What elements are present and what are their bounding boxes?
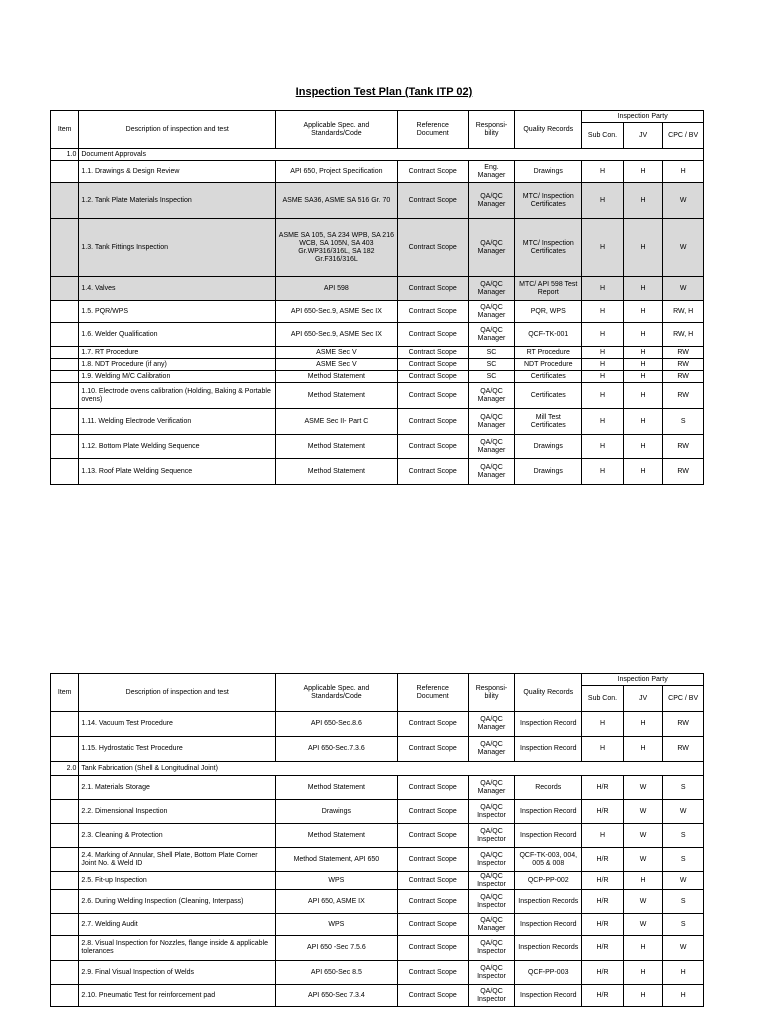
- description-cell: 1.9. Welding M/C Calibration: [79, 371, 276, 383]
- description-cell: 1.14. Vacuum Test Procedure: [79, 712, 276, 737]
- section-item-number: 2.0: [51, 762, 79, 776]
- header-item: Item: [51, 674, 79, 712]
- header-sub-con: Sub Con.: [582, 686, 624, 712]
- item-cell: [51, 219, 79, 277]
- reference-cell: Contract Scope: [397, 737, 468, 762]
- reference-cell: Contract Scope: [397, 776, 468, 800]
- cpc-cell: RW: [663, 359, 704, 371]
- cpc-cell: S: [663, 890, 704, 914]
- spec-cell: API 650, Project Specification: [276, 161, 398, 183]
- description-cell: 1.11. Welding Electrode Verification: [79, 409, 276, 435]
- item-cell: [51, 409, 79, 435]
- quality-records-cell: Inspection Record: [515, 737, 582, 762]
- jv-cell: H: [623, 383, 663, 409]
- section-title: Tank Fabrication (Shell & Longitudinal Joint): [79, 762, 704, 776]
- quality-records-cell: Inspection Record: [515, 985, 582, 1007]
- responsibility-cell: QA/QC Manager: [468, 776, 515, 800]
- header-description: Description of inspection and test: [79, 674, 276, 712]
- cpc-cell: H: [663, 161, 704, 183]
- cpc-cell: S: [663, 409, 704, 435]
- spec-cell: WPS: [276, 872, 398, 890]
- quality-records-cell: Inspection Records: [515, 936, 582, 961]
- responsibility-cell: QA/QC Manager: [468, 409, 515, 435]
- quality-records-cell: Inspection Records: [515, 890, 582, 914]
- cpc-cell: RW: [663, 435, 704, 459]
- reference-cell: Contract Scope: [397, 301, 468, 323]
- sub-con-cell: H: [582, 347, 624, 359]
- table-row: [51, 848, 704, 872]
- item-cell: [51, 323, 79, 347]
- table-row: [51, 219, 704, 277]
- sub-con-cell: H/R: [582, 848, 624, 872]
- responsibility-cell: QA/QC Manager: [468, 459, 515, 485]
- item-cell: [51, 961, 79, 985]
- responsibility-cell: SC: [468, 347, 515, 359]
- header-sub-con: Sub Con.: [582, 123, 624, 149]
- item-cell: [51, 776, 79, 800]
- sub-con-cell: H: [582, 383, 624, 409]
- sub-con-cell: H: [582, 323, 624, 347]
- sub-con-cell: H: [582, 824, 624, 848]
- quality-records-cell: NDT Procedure: [515, 359, 582, 371]
- responsibility-cell: QA/QC Inspector: [468, 936, 515, 961]
- jv-cell: H: [623, 301, 663, 323]
- jv-cell: H: [623, 409, 663, 435]
- quality-records-cell: Inspection Record: [515, 712, 582, 737]
- jv-cell: H: [623, 323, 663, 347]
- header-item: Item: [51, 111, 79, 149]
- responsibility-cell: QA/QC Manager: [468, 219, 515, 277]
- quality-records-cell: QCP-PP-002: [515, 872, 582, 890]
- item-cell: [51, 848, 79, 872]
- responsibility-cell: QA/QC Inspector: [468, 985, 515, 1007]
- header-spec: Applicable Spec. and Standards/Code: [276, 674, 398, 712]
- sub-con-cell: H: [582, 161, 624, 183]
- jv-cell: H: [623, 435, 663, 459]
- cpc-cell: RW: [663, 383, 704, 409]
- spec-cell: Method Statement: [276, 824, 398, 848]
- description-cell: 1.6. Welder Qualification: [79, 323, 276, 347]
- description-cell: 1.5. PQR/WPS: [79, 301, 276, 323]
- cpc-cell: S: [663, 824, 704, 848]
- table-row: [51, 383, 704, 409]
- quality-records-cell: Records: [515, 776, 582, 800]
- quality-records-cell: MTC/ API 598 Test Report: [515, 277, 582, 301]
- cpc-cell: W: [663, 277, 704, 301]
- document-title: Inspection Test Plan (Tank ITP 02): [295, 86, 473, 98]
- reference-cell: Contract Scope: [397, 914, 468, 936]
- jv-cell: H: [623, 712, 663, 737]
- spec-cell: ASME Sec V: [276, 359, 398, 371]
- header-description: Description of inspection and test: [79, 111, 276, 149]
- table-row: [51, 409, 704, 435]
- jv-cell: H: [623, 371, 663, 383]
- responsibility-cell: QA/QC Manager: [468, 301, 515, 323]
- jv-cell: H: [623, 737, 663, 762]
- table-row: [51, 183, 704, 219]
- item-cell: [51, 277, 79, 301]
- jv-cell: H: [623, 277, 663, 301]
- cpc-cell: RW: [663, 459, 704, 485]
- sub-con-cell: H/R: [582, 776, 624, 800]
- description-cell: 2.10. Pneumatic Test for reinforcement pad: [79, 985, 276, 1007]
- description-cell: 2.7. Welding Audit: [79, 914, 276, 936]
- table-row: [51, 985, 704, 1007]
- spec-cell: API 650-Sec.8.6: [276, 712, 398, 737]
- sub-con-cell: H: [582, 459, 624, 485]
- cpc-cell: RW: [663, 712, 704, 737]
- spec-cell: API 650, ASME IX: [276, 890, 398, 914]
- item-cell: [51, 914, 79, 936]
- header-inspection-party: Inspection Party: [582, 111, 704, 123]
- quality-records-cell: Mill Test Certificates: [515, 409, 582, 435]
- spec-cell: ASME Sec V: [276, 347, 398, 359]
- jv-cell: H: [623, 161, 663, 183]
- item-cell: [51, 872, 79, 890]
- responsibility-cell: QA/QC Inspector: [468, 848, 515, 872]
- section-row: [51, 149, 704, 161]
- reference-cell: Contract Scope: [397, 347, 468, 359]
- spec-cell: Method Statement: [276, 371, 398, 383]
- inspection-table-1: [50, 110, 704, 485]
- jv-cell: H: [623, 183, 663, 219]
- quality-records-cell: MTC/ Inspection Certificates: [515, 183, 582, 219]
- spec-cell: API 650-Sec.9, ASME Sec IX: [276, 323, 398, 347]
- spec-cell: Drawings: [276, 800, 398, 824]
- quality-records-cell: QCF-TK-001: [515, 323, 582, 347]
- spec-cell: API 650-Sec 8.5: [276, 961, 398, 985]
- reference-cell: Contract Scope: [397, 712, 468, 737]
- sub-con-cell: H: [582, 301, 624, 323]
- sub-con-cell: H: [582, 219, 624, 277]
- header-inspection-party: Inspection Party: [582, 674, 704, 686]
- responsibility-cell: QA/QC Inspector: [468, 824, 515, 848]
- description-cell: 2.9. Final Visual Inspection of Welds: [79, 961, 276, 985]
- table-row: [51, 359, 704, 371]
- reference-cell: Contract Scope: [397, 961, 468, 985]
- sub-con-cell: H: [582, 409, 624, 435]
- description-cell: 1.3. Tank Fittings Inspection: [79, 219, 276, 277]
- sub-con-cell: H/R: [582, 936, 624, 961]
- description-cell: 2.2. Dimensional Inspection: [79, 800, 276, 824]
- jv-cell: H: [623, 985, 663, 1007]
- responsibility-cell: QA/QC Manager: [468, 183, 515, 219]
- quality-records-cell: Inspection Record: [515, 824, 582, 848]
- table-row: [51, 161, 704, 183]
- reference-cell: Contract Scope: [397, 161, 468, 183]
- reference-cell: Contract Scope: [397, 890, 468, 914]
- header-cpc: CPC / BV: [663, 686, 704, 712]
- cpc-cell: W: [663, 183, 704, 219]
- spec-cell: ASME SA36, ASME SA 516 Gr. 70: [276, 183, 398, 219]
- reference-cell: Contract Scope: [397, 459, 468, 485]
- table-row: [51, 277, 704, 301]
- description-cell: 2.3. Cleaning & Protection: [79, 824, 276, 848]
- cpc-cell: S: [663, 848, 704, 872]
- table-row: [51, 890, 704, 914]
- quality-records-cell: Inspection Record: [515, 800, 582, 824]
- description-cell: 2.4. Marking of Annular, Shell Plate, Bottom Plate Corner Joint No. & Weld ID: [79, 848, 276, 872]
- table-row: [51, 800, 704, 824]
- spec-cell: ASME SA 105, SA 234 WPB, SA 216 WCB, SA 105N, SA 403 Gr.WP316/316L, SA 182 Gr.F316/316L: [276, 219, 398, 277]
- item-cell: [51, 890, 79, 914]
- table-row: [51, 914, 704, 936]
- cpc-cell: RW, H: [663, 323, 704, 347]
- item-cell: [51, 459, 79, 485]
- jv-cell: H: [623, 359, 663, 371]
- table-row: [51, 872, 704, 890]
- responsibility-cell: QA/QC Manager: [468, 435, 515, 459]
- header-quality-records: Quality Records: [515, 674, 582, 712]
- reference-cell: Contract Scope: [397, 409, 468, 435]
- item-cell: [51, 383, 79, 409]
- spec-cell: ASME Sec II- Part C: [276, 409, 398, 435]
- reference-cell: Contract Scope: [397, 371, 468, 383]
- cpc-cell: S: [663, 914, 704, 936]
- reference-cell: Contract Scope: [397, 800, 468, 824]
- spec-cell: Method Statement: [276, 383, 398, 409]
- table-row: [51, 737, 704, 762]
- sub-con-cell: H: [582, 277, 624, 301]
- jv-cell: H: [623, 219, 663, 277]
- sub-con-cell: H/R: [582, 890, 624, 914]
- responsibility-cell: QA/QC Inspector: [468, 872, 515, 890]
- responsibility-cell: SC: [468, 359, 515, 371]
- responsibility-cell: QA/QC Manager: [468, 737, 515, 762]
- sub-con-cell: H/R: [582, 800, 624, 824]
- description-cell: 1.10. Electrode ovens calibration (Holding, Baking & Portable ovens): [79, 383, 276, 409]
- jv-cell: W: [623, 800, 663, 824]
- reference-cell: Contract Scope: [397, 277, 468, 301]
- description-cell: 1.1. Drawings & Design Review: [79, 161, 276, 183]
- cpc-cell: W: [663, 872, 704, 890]
- spec-cell: API 650 -Sec 7.5.6: [276, 936, 398, 961]
- responsibility-cell: QA/QC Manager: [468, 383, 515, 409]
- header-reference: Reference Document: [397, 674, 468, 712]
- reference-cell: Contract Scope: [397, 848, 468, 872]
- table-row: [51, 323, 704, 347]
- sub-con-cell: H/R: [582, 914, 624, 936]
- jv-cell: H: [623, 459, 663, 485]
- description-cell: 2.8. Visual Inspection for Nozzles, flange inside & applicable tolerances: [79, 936, 276, 961]
- reference-cell: Contract Scope: [397, 383, 468, 409]
- description-cell: 1.4. Valves: [79, 277, 276, 301]
- item-cell: [51, 301, 79, 323]
- cpc-cell: S: [663, 776, 704, 800]
- sub-con-cell: H/R: [582, 985, 624, 1007]
- cpc-cell: W: [663, 936, 704, 961]
- quality-records-cell: RT Procedure: [515, 347, 582, 359]
- reference-cell: Contract Scope: [397, 219, 468, 277]
- table-row: [51, 347, 704, 359]
- spec-cell: WPS: [276, 914, 398, 936]
- spec-cell: Method Statement: [276, 776, 398, 800]
- quality-records-cell: PQR, WPS: [515, 301, 582, 323]
- cpc-cell: RW, H: [663, 301, 704, 323]
- table-row: [51, 712, 704, 737]
- section-row: [51, 762, 704, 776]
- sub-con-cell: H: [582, 183, 624, 219]
- inspection-table-2: [50, 673, 704, 1007]
- reference-cell: Contract Scope: [397, 872, 468, 890]
- description-cell: 1.13. Roof Plate Welding Sequence: [79, 459, 276, 485]
- description-cell: 1.7. RT Procedure: [79, 347, 276, 359]
- item-cell: [51, 800, 79, 824]
- description-cell: 1.2. Tank Plate Materials Inspection: [79, 183, 276, 219]
- header-responsibility: Responsi- bility: [468, 674, 515, 712]
- reference-cell: Contract Scope: [397, 183, 468, 219]
- sub-con-cell: H/R: [582, 872, 624, 890]
- quality-records-cell: Certificates: [515, 371, 582, 383]
- cpc-cell: H: [663, 985, 704, 1007]
- reference-cell: Contract Scope: [397, 936, 468, 961]
- table-row: [51, 776, 704, 800]
- quality-records-cell: MTC/ Inspection Certificates: [515, 219, 582, 277]
- jv-cell: W: [623, 914, 663, 936]
- jv-cell: H: [623, 961, 663, 985]
- cpc-cell: H: [663, 961, 704, 985]
- sub-con-cell: H: [582, 371, 624, 383]
- section-item-number: 1.0: [51, 149, 79, 161]
- item-cell: [51, 936, 79, 961]
- description-cell: 2.6. During Welding Inspection (Cleaning, Interpass): [79, 890, 276, 914]
- spec-cell: Method Statement: [276, 459, 398, 485]
- item-cell: [51, 359, 79, 371]
- cpc-cell: RW: [663, 347, 704, 359]
- responsibility-cell: QA/QC Manager: [468, 914, 515, 936]
- item-cell: [51, 371, 79, 383]
- quality-records-cell: Drawings: [515, 161, 582, 183]
- reference-cell: Contract Scope: [397, 323, 468, 347]
- responsibility-cell: QA/QC Inspector: [468, 800, 515, 824]
- quality-records-cell: Drawings: [515, 435, 582, 459]
- spec-cell: API 650-Sec 7.3.4: [276, 985, 398, 1007]
- table-row: [51, 435, 704, 459]
- header-jv: JV: [623, 123, 663, 149]
- header-spec: Applicable Spec. and Standards/Code: [276, 111, 398, 149]
- responsibility-cell: QA/QC Inspector: [468, 890, 515, 914]
- cpc-cell: RW: [663, 371, 704, 383]
- reference-cell: Contract Scope: [397, 824, 468, 848]
- description-cell: 1.8. NDT Procedure (if any): [79, 359, 276, 371]
- header-reference: Reference Document: [397, 111, 468, 149]
- table-row: [51, 936, 704, 961]
- reference-cell: Contract Scope: [397, 435, 468, 459]
- jv-cell: W: [623, 824, 663, 848]
- cpc-cell: W: [663, 800, 704, 824]
- spec-cell: API 650-Sec.9, ASME Sec IX: [276, 301, 398, 323]
- spec-cell: API 650-Sec.7.3.6: [276, 737, 398, 762]
- item-cell: [51, 824, 79, 848]
- jv-cell: H: [623, 872, 663, 890]
- reference-cell: Contract Scope: [397, 359, 468, 371]
- sub-con-cell: H: [582, 712, 624, 737]
- quality-records-cell: Drawings: [515, 459, 582, 485]
- quality-records-cell: QCF-PP-003: [515, 961, 582, 985]
- jv-cell: W: [623, 776, 663, 800]
- sub-con-cell: H: [582, 359, 624, 371]
- table-row: [51, 301, 704, 323]
- quality-records-cell: Certificates: [515, 383, 582, 409]
- table-row: [51, 371, 704, 383]
- description-cell: 2.5. Fit-up Inspection: [79, 872, 276, 890]
- responsibility-cell: QA/QC Manager: [468, 277, 515, 301]
- cpc-cell: W: [663, 219, 704, 277]
- item-cell: [51, 985, 79, 1007]
- header-jv: JV: [623, 686, 663, 712]
- sub-con-cell: H/R: [582, 961, 624, 985]
- cpc-cell: RW: [663, 737, 704, 762]
- responsibility-cell: QA/QC Inspector: [468, 961, 515, 985]
- quality-records-cell: Inspection Record: [515, 914, 582, 936]
- jv-cell: H: [623, 936, 663, 961]
- header-responsibility: Responsi- bility: [468, 111, 515, 149]
- item-cell: [51, 737, 79, 762]
- responsibility-cell: QA/QC Manager: [468, 712, 515, 737]
- header-quality-records: Quality Records: [515, 111, 582, 149]
- table-row: [51, 459, 704, 485]
- table-row: [51, 824, 704, 848]
- responsibility-cell: Eng. Manager: [468, 161, 515, 183]
- reference-cell: Contract Scope: [397, 985, 468, 1007]
- description-cell: 2.1. Materials Storage: [79, 776, 276, 800]
- description-cell: 1.12. Bottom Plate Welding Sequence: [79, 435, 276, 459]
- item-cell: [51, 712, 79, 737]
- jv-cell: W: [623, 848, 663, 872]
- section-title: Document Approvals: [79, 149, 704, 161]
- table-row: [51, 961, 704, 985]
- item-cell: [51, 161, 79, 183]
- description-cell: 1.15. Hydrostatic Test Procedure: [79, 737, 276, 762]
- spec-cell: Method Statement: [276, 435, 398, 459]
- sub-con-cell: H: [582, 435, 624, 459]
- header-cpc: CPC / BV: [663, 123, 704, 149]
- spec-cell: Method Statement, API 650: [276, 848, 398, 872]
- item-cell: [51, 347, 79, 359]
- spec-cell: API 598: [276, 277, 398, 301]
- item-cell: [51, 435, 79, 459]
- jv-cell: W: [623, 890, 663, 914]
- jv-cell: H: [623, 347, 663, 359]
- responsibility-cell: SC: [468, 371, 515, 383]
- responsibility-cell: QA/QC Manager: [468, 323, 515, 347]
- quality-records-cell: QCF-TK-003, 004, 005 & 008: [515, 848, 582, 872]
- item-cell: [51, 183, 79, 219]
- sub-con-cell: H: [582, 737, 624, 762]
